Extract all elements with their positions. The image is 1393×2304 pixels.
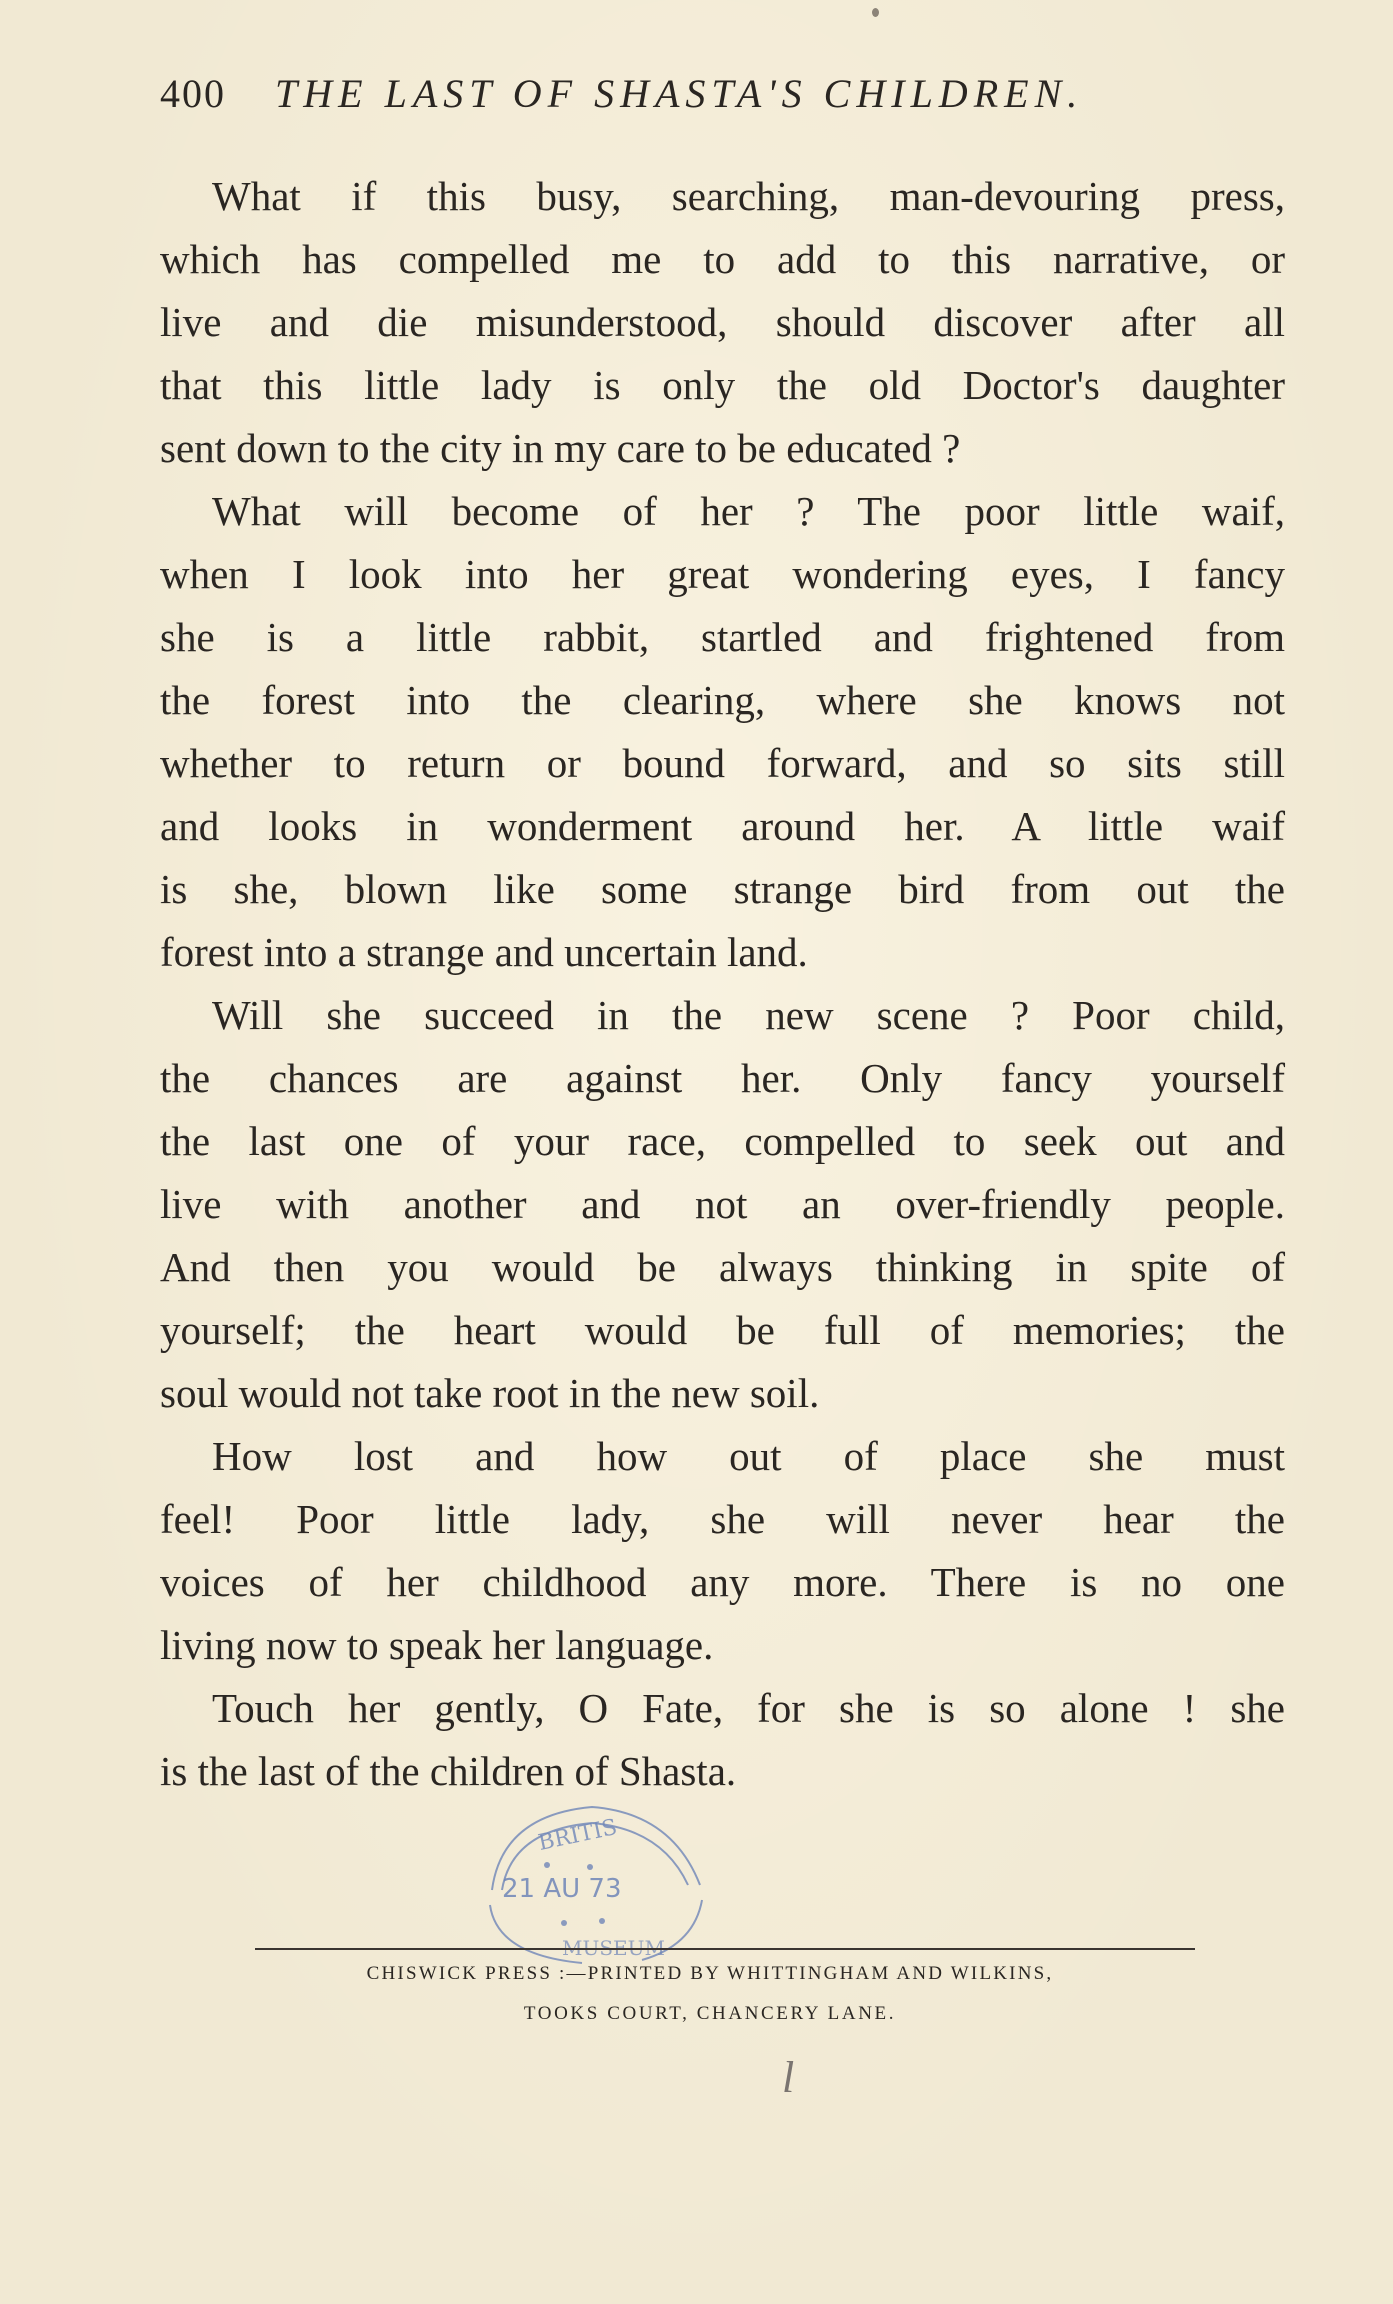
text-line: and looks in wonderment around her. A little waif (160, 803, 1285, 849)
text-line: which has compelled me to add to this narrative, or (160, 236, 1285, 282)
printer-imprint: CHISWICK PRESS :—PRINTED BY WHITTINGHAM AND WILKINS, (366, 1963, 1054, 1984)
text-line: the forest into the clearing, where she knows not (160, 677, 1285, 723)
text-line: sent down to the city in my care to be educated ? (160, 425, 961, 471)
svg-text:BRITIS: BRITIS (536, 1814, 620, 1857)
svg-text:MUSEUM: MUSEUM (562, 1936, 665, 1960)
text-line: And then you would be always thinking in spite of (160, 1244, 1285, 1290)
text-line: Will she succeed in the new scene ? Poor child, (212, 992, 1285, 1038)
text-line: yourself; the heart would be full of memories; the (160, 1307, 1285, 1353)
text-line: whether to return or bound forward, and so sits still (160, 740, 1285, 786)
text-line: Touch her gently, O Fate, for she is so alone ! she (212, 1685, 1285, 1731)
text-line: What will become of her ? The poor little waif, (212, 488, 1285, 534)
text-line: that this little lady is only the old Doctor's daughter (160, 362, 1285, 408)
text-line: is the last of the children of Shasta. (160, 1748, 737, 1794)
text-line: she is a little rabbit, startled and frightened from (160, 614, 1285, 660)
text-line: live and die misunderstood, should discover after all (160, 299, 1285, 345)
text-line: What if this busy, searching, man-devouring press, (212, 173, 1285, 219)
imprint-rule (255, 1948, 1195, 1950)
text-line: the chances are against her. Only fancy yourself (160, 1055, 1285, 1101)
library-stamp (472, 1795, 722, 1965)
ink-speck (872, 8, 879, 17)
page-number: 400 (160, 71, 226, 116)
text-line: living now to speak her language. (160, 1622, 714, 1668)
running-title: THE LAST OF SHASTA'S CHILDREN. (275, 71, 1084, 116)
stamp-date: 21 AU 73 (502, 1874, 622, 1904)
text-line: soul would not take root in the new soil. (160, 1370, 820, 1416)
printer-address: TOOKS COURT, CHANCERY LANE. (523, 2003, 897, 2024)
text-line: voices of her childhood any more. There is no one (160, 1559, 1285, 1605)
text-line: is she, blown like some strange bird from out the (160, 866, 1285, 912)
text-line: How lost and how out of place she must (212, 1433, 1285, 1479)
body-text (160, 165, 1285, 1803)
text-line: the last one of your race, compelled to seek out and (160, 1118, 1285, 1164)
text-line: forest into a strange and uncertain land. (160, 929, 808, 975)
text-line: feel! Poor little lady, she will never hear the (160, 1496, 1285, 1542)
page-header (160, 70, 1250, 130)
text-line: when I look into her great wondering eyes, I fancy (160, 551, 1285, 597)
text-line: live with another and not an over-friendly people. (160, 1181, 1285, 1227)
pencil-mark: l (782, 2053, 795, 2102)
